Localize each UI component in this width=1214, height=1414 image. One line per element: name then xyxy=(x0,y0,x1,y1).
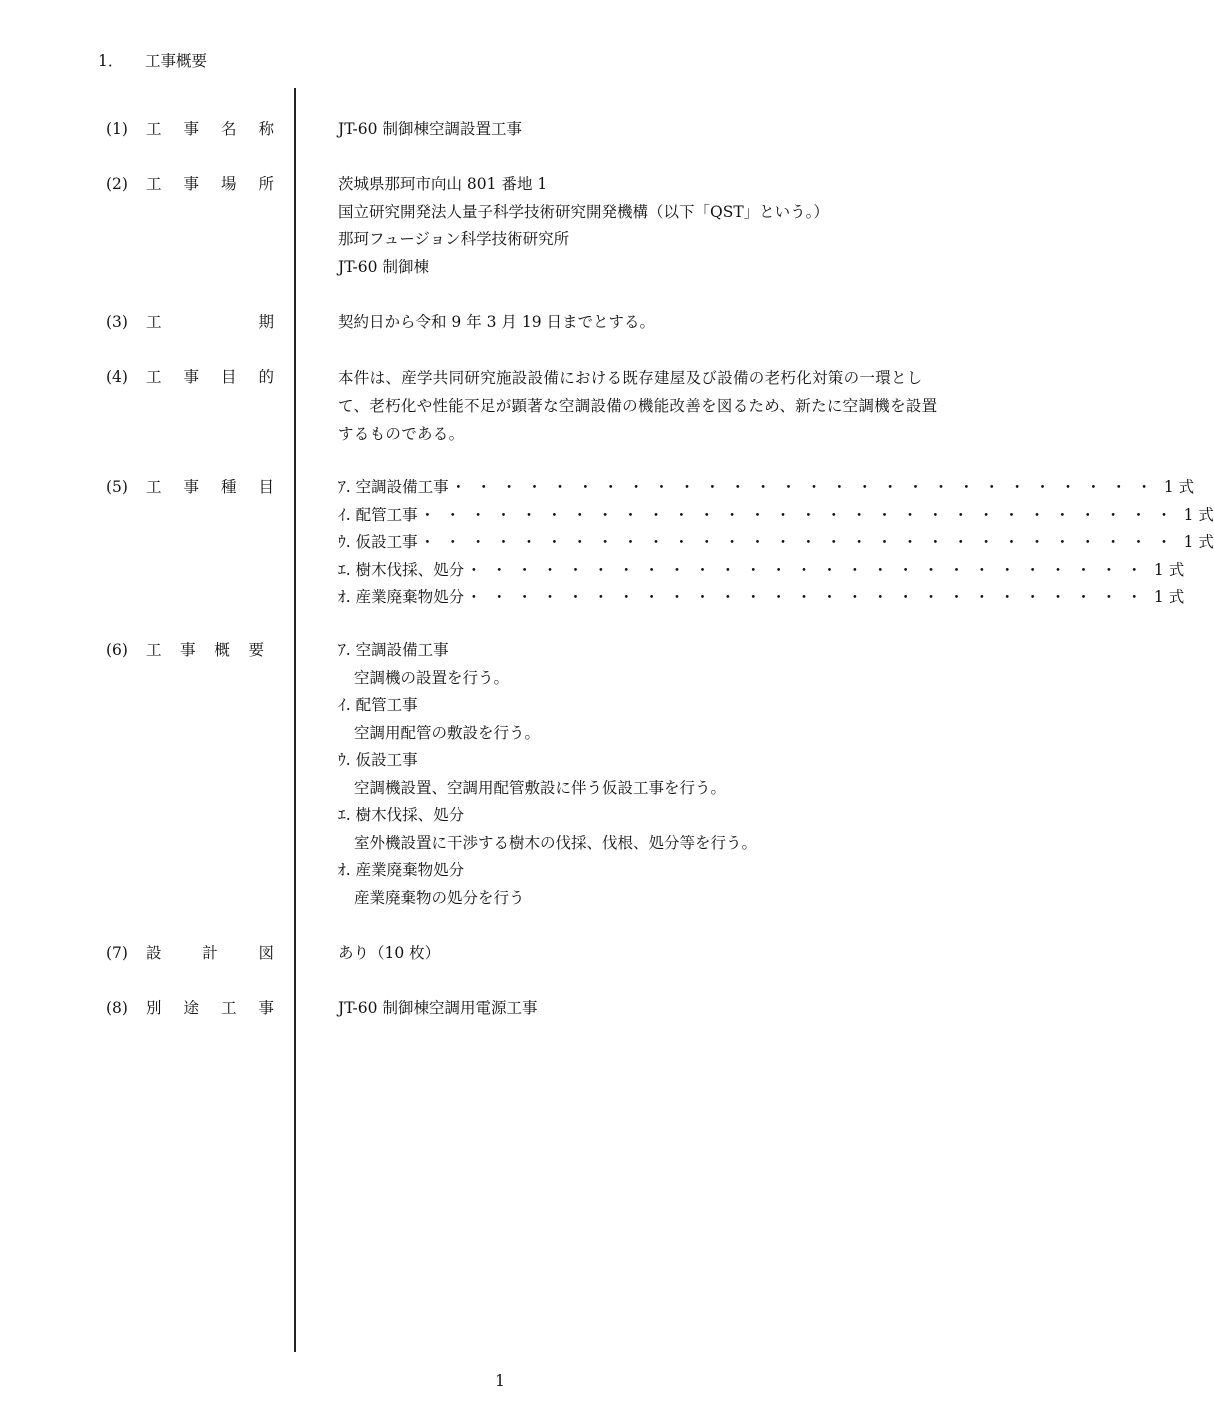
label-char: 設 xyxy=(146,944,162,962)
item-number: (6) xyxy=(106,641,128,659)
item-content xyxy=(338,940,938,968)
item-label xyxy=(146,995,274,1023)
item-number: (7) xyxy=(106,944,128,962)
label-char: 場 xyxy=(220,175,237,193)
label-char: 事 xyxy=(183,175,199,193)
label-char: 名 xyxy=(220,120,237,138)
item-label xyxy=(146,637,264,665)
content-line: JT-60 制御棟空調用電源工事 xyxy=(338,999,538,1017)
item-label xyxy=(146,171,274,199)
content-line: JT-60 制御棟空調設置工事 xyxy=(338,120,522,138)
label-char: 別 xyxy=(146,999,162,1017)
kind-label: ｲ. 配管工事 xyxy=(338,505,418,524)
overview-title: ｱ. 空調設備工事 xyxy=(338,641,449,659)
overview-description: 室外機設置に干渉する樹木の伐採、伐根、処分等を行う。 xyxy=(354,833,758,852)
content-line: あり（10 枚） xyxy=(338,944,441,962)
overview-description: 空調機の設置を行う。 xyxy=(354,668,510,687)
overview-description: 産業廃棄物の処分を行う xyxy=(354,888,525,907)
overview-title: ｳ. 仮設工事 xyxy=(338,751,418,769)
item-number: (1) xyxy=(106,120,128,138)
label-char: 期 xyxy=(258,313,274,331)
item-content xyxy=(338,309,938,337)
item-label xyxy=(146,940,274,968)
kind-label: ｴ. 樹木伐採、処分 xyxy=(338,560,465,579)
label-char: 的 xyxy=(258,368,274,386)
overview-title: ｵ. 産業廃棄物処分 xyxy=(338,861,465,879)
section-title: 工事概要 xyxy=(145,52,208,70)
item-label xyxy=(146,364,274,392)
label-char: 事 xyxy=(183,368,199,386)
overview-description: 空調機設置、空調用配管敷設に伴う仮設工事を行う。 xyxy=(354,778,727,797)
kind-line xyxy=(338,474,1195,502)
label-char: 種 xyxy=(220,478,237,496)
item-number: (5) xyxy=(106,478,128,496)
leader-dots: ・・・・・・・・・・・・・・・・・・・・・・・・・・・ xyxy=(466,560,1152,579)
label-char: 事 xyxy=(180,641,196,659)
content-line: 那珂フュージョン科学技術研究所 xyxy=(338,230,570,248)
label-char: 目 xyxy=(258,478,274,496)
label-char: 図 xyxy=(258,944,274,962)
label-char: 称 xyxy=(258,120,274,138)
label-char: 目 xyxy=(220,368,237,386)
item-number: (4) xyxy=(106,368,128,386)
label-char: 工 xyxy=(146,313,162,331)
label-char: 概 xyxy=(214,641,230,659)
item-content xyxy=(338,474,1214,612)
label-char: 工 xyxy=(146,368,162,386)
kind-label: ｵ. 産業廃棄物処分 xyxy=(338,588,465,606)
item-content xyxy=(338,364,938,448)
content-line: 契約日から令和 9 年 3 月 19 日までとする。 xyxy=(338,313,656,331)
label-char: 工 xyxy=(220,999,237,1017)
overview-title: ｴ. 樹木伐採、処分 xyxy=(338,806,465,824)
label-char: 工 xyxy=(146,641,162,659)
content-line: JT-60 制御棟 xyxy=(338,257,429,276)
kind-quantity: 1 式 xyxy=(1183,505,1214,524)
label-char: 工 xyxy=(146,175,162,193)
item-number: (8) xyxy=(106,999,128,1017)
leader-dots: ・・・・・・・・・・・・・・・・・・・・・・・・・・・ xyxy=(466,588,1152,606)
label-char: 事 xyxy=(183,120,199,138)
item-content xyxy=(338,116,938,144)
item-number: (3) xyxy=(106,313,128,331)
label-char: 工 xyxy=(146,478,162,496)
item-content xyxy=(338,637,938,912)
section-heading xyxy=(98,50,207,72)
kind-quantity: 1 式 xyxy=(1153,560,1185,579)
page-number: 1 xyxy=(495,1372,505,1390)
leader-dots: ・・・・・・・・・・・・・・・・・・・・・・・・・・・・・・ xyxy=(419,505,1182,524)
purpose-paragraph: 本件は、産学共同研究施設設備における既存建屋及び設備の老朽化対策の一環として、老朽化や性能不足が顕著な空調設備の機能改善を図るため、新たに空調機を設置するものである。 xyxy=(338,369,938,443)
label-char: 計 xyxy=(202,944,218,962)
item-content xyxy=(338,995,938,1023)
leader-dots: ・・・・・・・・・・・・・・・・・・・・・・・・・・・・ xyxy=(450,478,1162,496)
kind-line xyxy=(338,557,1185,585)
kind-quantity: 1 式 xyxy=(1163,478,1195,496)
item-number: (2) xyxy=(106,175,128,193)
section-number: 1． xyxy=(98,52,124,70)
leader-dots: ・・・・・・・・・・・・・・・・・・・・・・・・・・・・・・ xyxy=(419,533,1182,551)
item-label xyxy=(146,116,274,144)
label-char: 事 xyxy=(183,478,199,496)
kind-line xyxy=(338,584,1185,612)
kind-label: ｳ. 仮設工事 xyxy=(338,533,418,551)
label-char: 工 xyxy=(146,120,162,138)
label-char: 途 xyxy=(183,999,199,1017)
column-divider xyxy=(294,88,296,1352)
kind-quantity: 1 式 xyxy=(1153,588,1185,606)
item-label xyxy=(146,309,274,337)
content-line: 茨城県那珂市向山 801 番地 1 xyxy=(338,175,548,193)
kind-quantity: 1 式 xyxy=(1183,533,1214,551)
label-char: 要 xyxy=(248,641,264,659)
kind-label: ｱ. 空調設備工事 xyxy=(338,478,449,496)
kind-line xyxy=(338,502,1214,530)
content-line: 国立研究開発法人量子科学技術研究開発機構（以下「QST」という。） xyxy=(338,202,829,221)
label-char: 所 xyxy=(258,175,274,193)
item-label xyxy=(146,474,274,502)
overview-title: ｲ. 配管工事 xyxy=(338,696,418,714)
item-content xyxy=(338,171,938,281)
overview-description: 空調用配管の敷設を行う。 xyxy=(354,723,541,742)
label-char: 事 xyxy=(258,999,274,1017)
kind-line xyxy=(338,529,1214,557)
